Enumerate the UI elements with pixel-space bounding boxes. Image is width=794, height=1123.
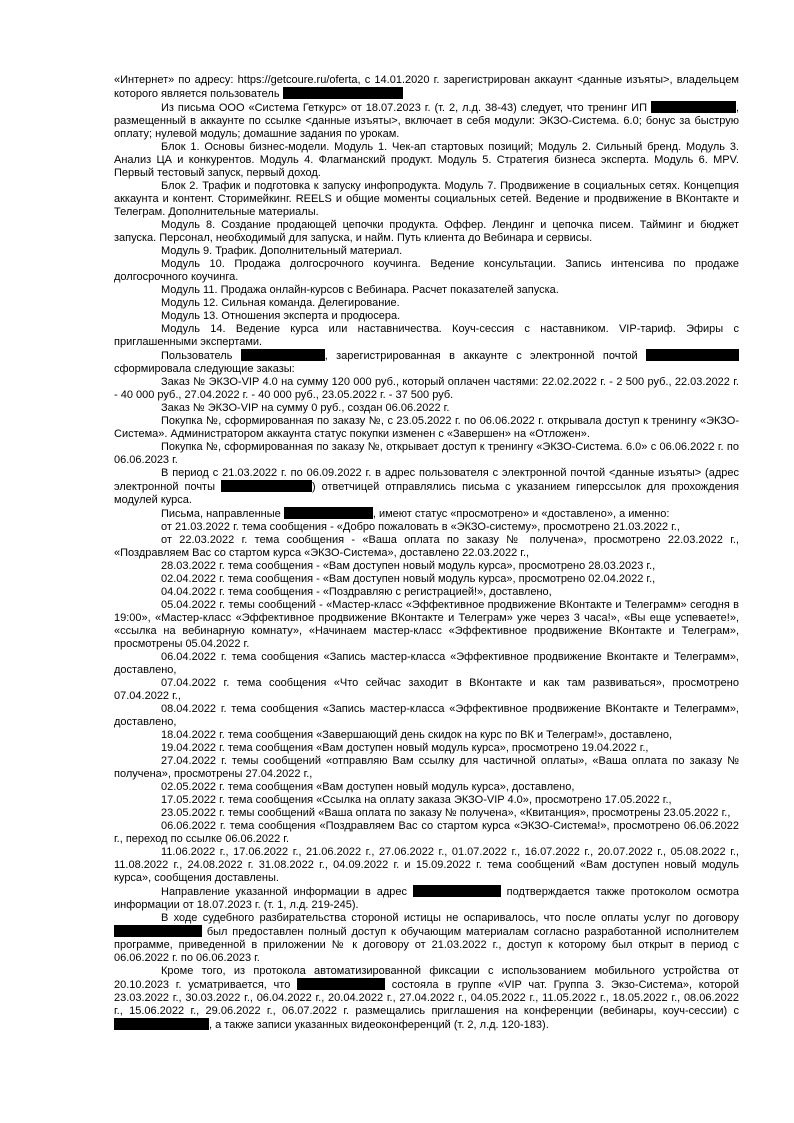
paragraph-text: состояла в группе «VIP чат. Группа 3. Экзо-Система», которой 23.03.2022 г., 30.03.2022 г., 06.04.2022 г., 20.04.2022 г., 27.04.2022 г., 04.05.2022 г., 11.05.2022 г., 18.05.2022 г., 08.06.2022 г., 15.06.2022 г., 29.06.2022 г., 06.07.2022 г. размещались приглашения на конференции (вебинары, коуч-сессии) с	[114, 979, 739, 1017]
paragraph-text: Покупка №, сформированная по заказу №, открывает доступ к тренингу «ЭКЗО-Система. 6.0» с 06.06.2022 г. по 06.06.2023 г.	[114, 441, 739, 466]
paragraph-text: Модуль 12. Сильная команда. Делегирование.	[161, 297, 400, 309]
paragraph-text: Модуль 9. Трафик. Дополнительный материал.	[161, 245, 403, 257]
paragraph-text: 27.04.2022 г. темы сообщений «отправляю Вам ссылку для частичной оплаты», «Ваша оплата по заказу № получена», просмотрены 27.04.2022 г.,	[114, 755, 739, 780]
paragraph-text: 02.05.2022 г. тема сообщения «Вам доступен новый модуль курса», доставлено,	[161, 781, 575, 793]
paragraph	[114, 402, 739, 415]
paragraph-text: Модуль 8. Создание продающей цепочки продукта. Оффер. Лендинг и цепочка писем. Тайминг и бюджет запуска. Персонал, необходимый для запуска, и найм. Путь клиента до Вебинара и сервисы.	[114, 219, 739, 244]
paragraph-text: ) ответчицей отправлялись письма с указанием гиперссылок для прохождения модулей курса.	[114, 481, 739, 506]
paragraph-text: , имеют статус «просмотрено» и «доставлено», а именно:	[372, 508, 670, 520]
paragraph-text: , а также записи указанных видеоконференций (т. 2, л.д. 120-183).	[209, 1019, 549, 1031]
paragraph	[114, 560, 739, 573]
redaction-block	[297, 978, 385, 990]
paragraph-text: 08.04.2022 г. тема сообщения «Запись мастер-класса «Эффективное продвижение ВКонтакте и Телеграмм», доставлено,	[114, 703, 739, 728]
paragraph	[114, 755, 739, 781]
paragraph	[114, 912, 739, 965]
paragraph-text: В период с 21.03.2022 г. по 06.09.2022 г. в адрес пользователя с электронной почтой <данные изъяты> (адрес электронной почты	[114, 467, 739, 493]
paragraph	[114, 284, 739, 297]
paragraph-text: Модуль 14. Ведение курса или наставничества. Коуч-сессия с наставником. VIP-тариф. Эфиры с приглашенными экспертами.	[114, 323, 739, 348]
paragraph	[114, 703, 739, 729]
paragraph-text: Пользователь	[161, 350, 241, 362]
paragraph	[114, 742, 739, 755]
paragraph	[114, 820, 739, 846]
paragraph	[114, 965, 739, 1032]
paragraph-text: Модуль 11. Продажа онлайн-курсов с Вебинара. Расчет показателей запуска.	[161, 284, 559, 296]
paragraph-text: 11.06.2022 г., 17.06.2022 г., 21.06.2022 г., 27.06.2022 г., 01.07.2022 г., 16.07.2022 г., 20.07.2022 г., 05.08.2022 г., 11.08.2022 г., 24.08.2022 г. 31.08.2022 г., 04.09.2022 г. и 15.09.2022 г. тема сообщений «Вам доступен новый модуль курса», сообщения доставлены.	[114, 846, 739, 884]
paragraph-text: 02.04.2022 г. тема сообщения - «Вам доступен новый модуль курса», просмотрено 02.04.2022 г.,	[161, 573, 656, 585]
paragraph	[114, 258, 739, 284]
paragraph-text: 05.04.2022 г. темы сообщений - «Мастер-класс «Эффективное продвижение ВКонтакте и Телеграмм» сегодня в 19:00», «Мастер-класс «Эффективное продвижение ВКонтакте и Телеграм» уже через 3 часа!», «Вы еще успеваете!», «ссылка на вебинарную комнату», «Начинаем мастер-класс «Эффективное продвижение ВКонтакте и Телеграм», просмотрены 05.04.2022 г.	[114, 599, 739, 650]
paragraph-text: 06.06.2022 г. тема сообщения «Поздравляем Вас со стартом курса «ЭКЗО-Система!», просмотрено 06.06.2022 г., переход по ссылке 06.06.2022 г.	[114, 820, 739, 845]
paragraph	[114, 323, 739, 349]
paragraph-text: 07.04.2022 г. тема сообщения «Что сейчас заходит в ВКонтакте и как там развиваться», просмотрено 07.04.2022 г.,	[114, 677, 739, 702]
redaction-block	[413, 885, 501, 897]
paragraph	[114, 573, 739, 586]
paragraph	[114, 586, 739, 599]
paragraph-text: Модуль 10. Продажа долгосрочного коучинга. Ведение консультации. Запись интенсива по продаже долгосрочного коучинга.	[114, 258, 739, 283]
paragraph	[114, 180, 739, 219]
paragraph-text: В ходе судебного разбирательства стороной истицы не оспаривалось, что после оплаты услуг по договору	[161, 912, 739, 924]
paragraph	[114, 101, 739, 141]
paragraph-text: , размещенный в аккаунте по ссылке <данные изъяты>, включает в себя модули: ЭКЗО-Система. 6.0; бонус за быструю оплату; нулевой модуль; домашние задания по урокам.	[114, 102, 739, 140]
paragraph	[114, 846, 739, 885]
paragraph	[114, 245, 739, 258]
redaction-block	[284, 507, 373, 519]
paragraph	[114, 599, 739, 651]
paragraph-text: 18.04.2022 г. тема сообщения «Завершающий день скидок на курс по ВК и Телеграм!», доставлено,	[161, 729, 673, 741]
paragraph	[114, 534, 739, 560]
paragraph	[114, 467, 739, 507]
paragraph-text: 28.03.2022 г. тема сообщения - «Вам доступен новый модуль курса», просмотрено 28.03.2023 г.,	[161, 560, 656, 572]
paragraph	[114, 310, 739, 323]
redaction-block	[651, 101, 736, 113]
paragraph	[114, 297, 739, 310]
paragraph	[114, 349, 739, 376]
paragraph-text: Заказ № ЭКЗО-VIP 4.0 на сумму 120 000 руб., который оплачен частями: 22.02.2022 г. - 2 500 руб., 22.03.2022 г. - 40 000 руб., 27.04.2022 г. - 40 000 руб., 23.05.2022 г. - 37 500 руб.	[114, 376, 739, 401]
paragraph-text: 23.05.2022 г. темы сообщений «Ваша оплата по заказу № получена», «Квитанция», просмотрены 23.05.2022 г.,	[161, 807, 731, 819]
paragraph-text: Из письма ООО «Система Геткурс» от 18.07.2023 г. (т. 2, л.д. 38-43) следует, что тренинг ИП	[161, 102, 651, 114]
paragraph-text: 17.05.2022 г. тема сообщения «Ссылка на оплату заказа ЭКЗО-VIP 4.0», просмотрено 17.05.2022 г.,	[161, 794, 672, 806]
redaction-block	[283, 87, 403, 99]
redaction-block	[241, 349, 325, 361]
paragraph-text: Направление указанной информации в адрес	[161, 886, 413, 898]
paragraph	[114, 651, 739, 677]
paragraph-text: Модуль 13. Отношения эксперта и продюсера.	[161, 310, 401, 322]
paragraph-text: подтверждается также протоколом осмотра информации от 18.07.2023 г. (т. 1, л.д. 219-245).	[114, 886, 740, 911]
paragraph-text: 06.04.2022 г. тема сообщения «Запись мастер-класса «Эффективное продвижение Вконтакте и Телеграмм», доставлено,	[114, 651, 739, 676]
paragraph	[114, 794, 739, 807]
document-page	[114, 74, 739, 1032]
paragraph-text: 04.04.2022 г. тема сообщения - «Поздравляю с регистрацией!», доставлено,	[161, 586, 552, 598]
redaction-block	[114, 925, 202, 937]
paragraph-text: был предоставлен полный доступ к обучающим материалам согласно разработанной исполнителем программе, приведенной в приложении № к договору от 21.03.2022 г., доступ к которому был открыт в период с 06.06.2022 г. по 06.06.2023 г.	[114, 926, 739, 964]
paragraph-text: Блок 2. Трафик и подготовка к запуску инфопродукта. Модуль 7. Продвижение в социальных сетях. Концепция аккаунта и контент. Сторимейкинг. REELS и общие моменты социальных сетей. Ведение и продвижение в ВКонтакте и Телеграм. Дополнительные материалы.	[114, 180, 739, 218]
paragraph-text: сформировала следующие заказы:	[114, 363, 295, 375]
paragraph	[114, 415, 739, 441]
paragraph	[114, 807, 739, 820]
paragraph-text: Покупка №, сформированная по заказу №, с 23.05.2022 г. по 06.06.2022 г. открывала доступ к тренингу «ЭКЗО-Система». Администратором аккаунта статус покупки изменен с «Завершен» на «Отложен».	[114, 415, 739, 440]
paragraph-text: Кроме того, из протокола автоматизированной фиксации с использованием мобильного устройства от 20.10.2023 г. усматривается, что	[114, 965, 739, 991]
paragraph-text: Заказ № ЭКЗО-VIP на сумму 0 руб., создан 06.06.2022 г.	[161, 402, 450, 414]
paragraph-text: от 21.03.2022 г. тема сообщения - «Добро пожаловать в «ЭКЗО-систему», просмотрено 21.03.2022 г.,	[161, 521, 680, 533]
paragraph-text: 19.04.2022 г. тема сообщения «Вам доступен новый модуль курса», просмотрено 19.04.2022 г.,	[161, 742, 649, 754]
paragraph	[114, 507, 739, 521]
paragraph	[114, 521, 739, 534]
paragraph	[114, 677, 739, 703]
paragraph-text: от 22.03.2022 г. тема сообщения - «Ваша оплата по заказу № получена», просмотрено 22.03.2022 г., «Поздравляем Вас со стартом курса «ЭКЗО-Система», доставлено 22.03.2022 г.,	[114, 534, 739, 559]
redaction-block	[221, 480, 312, 492]
paragraph-text: Письма, направленные	[161, 508, 284, 520]
paragraph	[114, 441, 739, 467]
paragraph-text: , зарегистрированная в аккаунте с электронной почтой	[324, 350, 646, 362]
paragraph	[114, 74, 739, 101]
paragraph	[114, 219, 739, 245]
paragraph	[114, 376, 739, 402]
paragraph-text: «Интернет» по адресу: https://getcoure.ru/oferta, с 14.01.2020 г. зарегистрирован аккаунт <данные изъяты>, владельцем которого является пользователь	[114, 74, 739, 100]
redaction-block	[114, 1018, 209, 1030]
paragraph-text: Блок 1. Основы бизнес-модели. Модуль 1. Чек-ап стартовых позиций; Модуль 2. Сильный бренд. Модуль 3. Анализ ЦА и конкурентов. Модуль 4. Флагманский продукт. Модуль 5. Стратегия бизнеса эксперта. Модуль 6. MPV. Первый тестовый запуск, первый доход.	[114, 141, 739, 179]
redaction-block	[646, 349, 739, 361]
paragraph	[114, 729, 739, 742]
paragraph	[114, 885, 739, 912]
paragraph	[114, 781, 739, 794]
paragraph	[114, 141, 739, 180]
